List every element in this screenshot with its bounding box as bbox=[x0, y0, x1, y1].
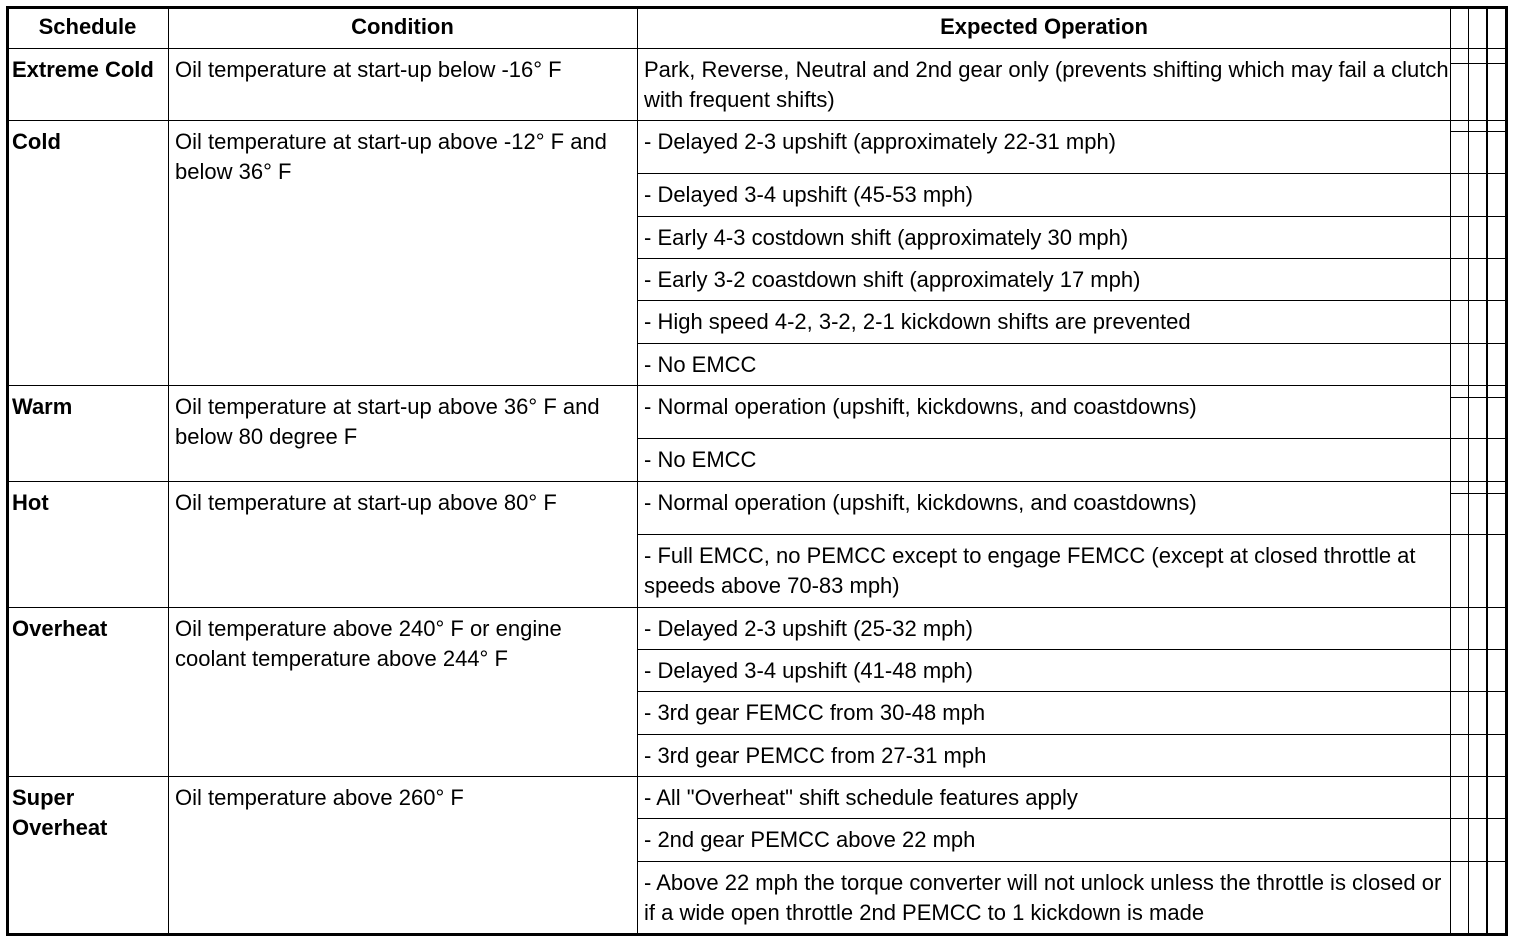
operation-cell: - Above 22 mph the torque converter will not unlock unless the throttle is closed or if a wide open throttle 2nd PEMCC to 1 kickdown is made bbox=[644, 870, 1442, 925]
column-divider bbox=[637, 9, 638, 933]
group-divider bbox=[9, 120, 1505, 121]
operation-cell: - Delayed 2-3 upshift (25-32 mph) bbox=[644, 616, 973, 641]
operation-cell: - All "Overheat" shift schedule features apply bbox=[644, 785, 1078, 810]
operation-cell: - Normal operation (upshift, kickdowns, and coastdowns) bbox=[644, 394, 1197, 419]
header-expected-operation: Expected Operation bbox=[940, 14, 1148, 39]
condition-cell: Oil temperature above 240° F or engine coolant temperature above 244° F bbox=[175, 616, 562, 671]
column-divider bbox=[168, 9, 169, 933]
condition-cell: Oil temperature at start-up above 80° F bbox=[175, 490, 557, 515]
column-divider bbox=[1468, 9, 1469, 933]
operation-cell: - Early 3-2 coastdown shift (approximately 17 mph) bbox=[644, 267, 1141, 292]
schedule-cell: Overheat bbox=[12, 616, 108, 641]
operation-cell: - 3rd gear FEMCC from 30-48 mph bbox=[644, 700, 986, 725]
row-divider bbox=[637, 258, 1505, 259]
row-divider bbox=[637, 691, 1505, 692]
operation-cell: - No EMCC bbox=[644, 447, 757, 472]
operation-cell: - Delayed 2-3 upshift (approximately 22-31 mph) bbox=[644, 129, 1117, 154]
operation-cell: - High speed 4-2, 3-2, 2-1 kickdown shifts are prevented bbox=[644, 309, 1191, 334]
operation-cell: - Early 4-3 costdown shift (approximately 30 mph) bbox=[644, 225, 1129, 250]
header-divider bbox=[9, 48, 1505, 49]
operation-cell: - Normal operation (upshift, kickdowns, and coastdowns) bbox=[644, 490, 1197, 515]
schedule-cell: Extreme Cold bbox=[12, 57, 154, 82]
edge-tick bbox=[1450, 493, 1505, 494]
operation-cell: Park, Reverse, Neutral and 2nd gear only (prevents shifting which may fail a clutch with frequent shifts) bbox=[644, 57, 1449, 112]
edge-tick bbox=[1450, 131, 1505, 132]
operation-cell: - No EMCC bbox=[644, 352, 757, 377]
row-divider bbox=[637, 818, 1505, 819]
group-divider bbox=[9, 607, 1505, 608]
row-divider bbox=[637, 438, 1505, 439]
group-divider bbox=[9, 385, 1505, 386]
row-divider bbox=[637, 216, 1505, 217]
row-divider bbox=[637, 173, 1505, 174]
row-divider bbox=[637, 300, 1505, 301]
schedule-cell: Hot bbox=[12, 490, 49, 515]
header-condition: Condition bbox=[351, 14, 454, 39]
schedule-cell: Cold bbox=[12, 129, 61, 154]
row-divider bbox=[637, 649, 1505, 650]
column-divider bbox=[1486, 9, 1488, 933]
schedule-cell: Super Overheat bbox=[12, 785, 108, 840]
operation-cell: - 2nd gear PEMCC above 22 mph bbox=[644, 827, 976, 852]
edge-tick bbox=[1450, 397, 1505, 398]
row-divider bbox=[637, 534, 1505, 535]
row-divider bbox=[637, 861, 1505, 862]
group-divider bbox=[9, 481, 1505, 482]
header-schedule: Schedule bbox=[38, 14, 137, 39]
row-divider bbox=[637, 343, 1505, 344]
operation-cell: - Delayed 3-4 upshift (41-48 mph) bbox=[644, 658, 973, 683]
edge-tick bbox=[1450, 63, 1505, 64]
condition-cell: Oil temperature at start-up above 36° F and below 80 degree F bbox=[175, 394, 600, 449]
operation-cell: - Full EMCC, no PEMCC except to engage FEMCC (except at closed throttle at speeds above 70-83 mph) bbox=[644, 543, 1416, 598]
column-divider bbox=[1450, 9, 1451, 933]
condition-cell: Oil temperature at start-up above -12° F and below 36° F bbox=[175, 129, 607, 184]
operation-cell: - 3rd gear PEMCC from 27-31 mph bbox=[644, 743, 987, 768]
schedule-cell: Warm bbox=[12, 394, 73, 419]
row-divider bbox=[637, 734, 1505, 735]
operation-cell: - Delayed 3-4 upshift (45-53 mph) bbox=[644, 182, 973, 207]
condition-cell: Oil temperature at start-up below -16° F bbox=[175, 57, 562, 82]
group-divider bbox=[9, 776, 1505, 777]
condition-cell: Oil temperature above 260° F bbox=[175, 785, 464, 810]
